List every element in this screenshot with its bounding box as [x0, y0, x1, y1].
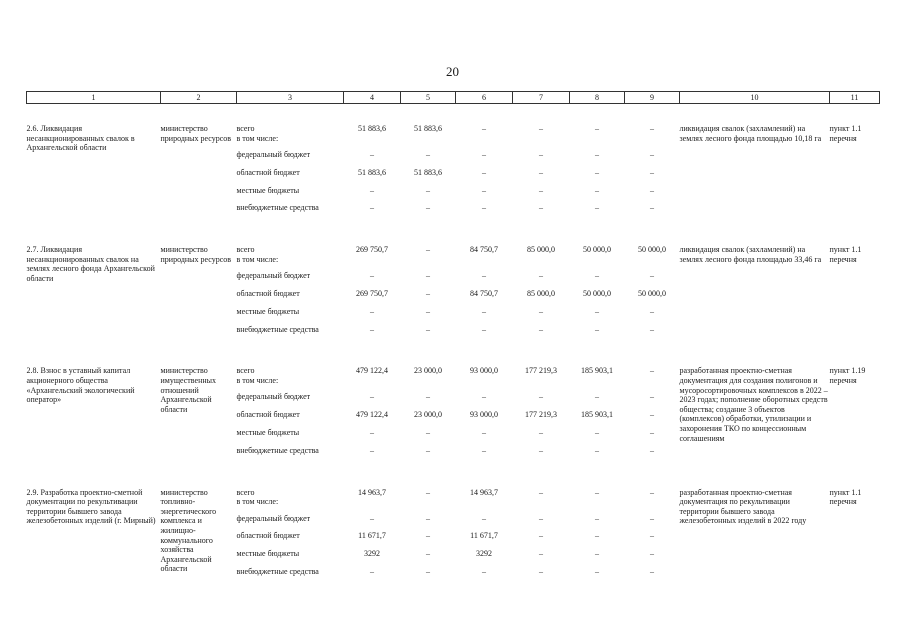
amount-regional: 11 671,7 [470, 531, 498, 541]
page-number: 20 [446, 64, 459, 79]
amount-total: 23 000,0 [414, 366, 442, 376]
column-number-row [27, 92, 880, 104]
amount-total: 93 000,0 [470, 366, 498, 376]
amount-extrabudget: – [426, 324, 430, 334]
amount-federal: – [539, 513, 543, 523]
amount-column [456, 245, 513, 342]
label-including: в том числе: [236, 133, 279, 143]
funding-sources [237, 488, 344, 585]
amount-regional: 85 000,0 [527, 288, 555, 298]
list-reference: пункт 1.1 перечня [829, 245, 862, 264]
program-table [26, 91, 880, 585]
label-including: в том числе: [236, 497, 279, 507]
amount-column [570, 245, 625, 342]
amount-regional: – [482, 167, 486, 177]
amount-local: – [595, 549, 599, 559]
amount-extrabudget: – [482, 445, 486, 455]
amount-regional: 50 000,0 [638, 288, 666, 298]
funding-label-local: местные бюджеты [236, 185, 300, 195]
amount-extrabudget: – [539, 566, 543, 576]
amount-local: 3292 [476, 549, 492, 559]
amount-local: – [595, 306, 599, 316]
amount-total: 51 883,6 [358, 124, 386, 133]
amount-column [625, 245, 680, 342]
amount-regional: 269 750,7 [356, 288, 388, 298]
col-header: 7 [513, 92, 570, 104]
amount-extrabudget: – [595, 203, 599, 213]
amount-local: – [539, 427, 543, 437]
funding-label-regional: областной бюджет [236, 531, 300, 541]
amount-total: – [539, 124, 543, 133]
amount-regional: – [650, 531, 654, 541]
amount-column [570, 488, 625, 585]
amount-column [570, 366, 625, 463]
amount-local: – [482, 427, 486, 437]
amount-federal: – [370, 513, 374, 523]
amount-column [456, 124, 513, 221]
label-total: всего [236, 124, 255, 133]
amount-total: 50 000,0 [638, 245, 666, 255]
program-row [27, 366, 880, 463]
amount-regional: 93 000,0 [470, 410, 498, 420]
activity-name: 2.6. Ликвидация несанкционированных свалок в Архангельской области [26, 124, 135, 153]
amount-column [401, 366, 456, 463]
amount-extrabudget: – [482, 203, 486, 213]
amount-regional: 50 000,0 [583, 288, 611, 298]
amount-local: – [482, 185, 486, 195]
amount-extrabudget: – [650, 445, 654, 455]
amount-extrabudget: – [370, 324, 374, 334]
funding-label-local: местные бюджеты [236, 306, 300, 316]
label-total: всего [236, 366, 255, 376]
amount-regional: 51 883,6 [414, 167, 442, 177]
expected-result: ликвидация свалок (захламлений) на землях лесного фонда площадью 33,46 га [679, 245, 822, 264]
amount-regional: 185 903,1 [581, 410, 613, 420]
row-spacer [27, 464, 880, 488]
activity-name: 2.7. Ликвидация несанкционированных свалок на землях лесного фонда Архангельской области [26, 245, 155, 283]
amount-extrabudget: – [426, 445, 430, 455]
amount-federal: – [370, 271, 374, 281]
amount-local: 3292 [364, 549, 380, 559]
amount-extrabudget: – [539, 203, 543, 213]
col-header: 3 [237, 92, 344, 104]
amount-regional: 479 122,4 [356, 410, 388, 420]
col-header: 11 [830, 92, 880, 104]
col-header: 1 [27, 92, 161, 104]
amount-local: – [595, 427, 599, 437]
row-spacer [27, 221, 880, 245]
amount-total: – [650, 487, 654, 497]
col-header: 2 [161, 92, 237, 104]
expected-result: ликвидация свалок (захламлений) на землях лесного фонда площадью 10,18 га [679, 124, 822, 143]
amount-column [401, 488, 456, 585]
amount-extrabudget: – [370, 203, 374, 213]
amount-federal: – [482, 392, 486, 402]
amount-regional: – [539, 167, 543, 177]
amount-extrabudget: – [595, 324, 599, 334]
amount-column [344, 488, 401, 585]
amount-local: – [650, 549, 654, 559]
amount-total: 51 883,6 [414, 124, 442, 133]
funding-label-federal: федеральный бюджет [236, 392, 311, 402]
label-total: всего [236, 245, 255, 255]
amount-total: 269 750,7 [356, 245, 388, 255]
amount-extrabudget: – [426, 203, 430, 213]
activity-name: 2.9. Разработка проектно-сметной документации по рекультивации территории бывшего завода железобетонных изделий (г. Мирный) [26, 487, 156, 526]
amount-federal: – [426, 392, 430, 402]
funding-total-label [237, 124, 344, 150]
amount-extrabudget: – [370, 445, 374, 455]
col-header: 8 [570, 92, 625, 104]
program-row [27, 124, 880, 221]
amount-federal: – [650, 392, 654, 402]
amount-column [344, 124, 401, 221]
amount-total: 177 219,3 [525, 366, 557, 376]
amount-federal: – [539, 392, 543, 402]
amount-local: – [482, 306, 486, 316]
responsible-executor: министерство топливно-энергетического комплекса и жилищно-коммунального хозяйства Архангельской области [160, 487, 217, 574]
amount-total: – [650, 366, 654, 376]
funding-label-regional: областной бюджет [236, 410, 300, 420]
amount-column [344, 245, 401, 342]
program-row [27, 488, 880, 585]
amount-total: 84 750,7 [470, 245, 498, 255]
amount-local: – [539, 306, 543, 316]
amount-federal: – [426, 513, 430, 523]
list-reference: пункт 1.19 перечня [829, 366, 866, 385]
funding-label-extrabudget: внебюджетные средства [236, 324, 319, 334]
amount-regional: – [595, 531, 599, 541]
funding-total-label [237, 488, 344, 514]
responsible-executor: министерство природных ресурсов [160, 124, 232, 143]
program-row [27, 245, 880, 342]
funding-label-local: местные бюджеты [236, 549, 300, 559]
col-header: 4 [344, 92, 401, 104]
amount-total: – [426, 245, 430, 255]
amount-extrabudget: – [650, 203, 654, 213]
funding-sources [237, 245, 344, 342]
amount-column [625, 124, 680, 221]
row-spacer [27, 342, 880, 366]
amount-extrabudget: – [595, 566, 599, 576]
amount-local: – [539, 549, 543, 559]
amount-federal: – [650, 150, 654, 159]
amount-regional: 51 883,6 [358, 167, 386, 177]
amount-local: – [370, 306, 374, 316]
amount-extrabudget: – [595, 445, 599, 455]
amount-local: – [426, 306, 430, 316]
row-spacer [27, 104, 880, 125]
label-including: в том числе: [236, 375, 279, 385]
amount-extrabudget: – [482, 566, 486, 576]
funding-label-federal: федеральный бюджет [236, 271, 311, 281]
amount-total: 185 903,1 [581, 366, 613, 376]
amount-regional: – [539, 531, 543, 541]
amount-regional: – [595, 167, 599, 177]
amount-local: – [426, 427, 430, 437]
amount-regional: – [426, 531, 430, 541]
expected-result: разработанная проектно-сметная документация по рекультивации территории бывшего завода железобетонных изделий в 2022 году [679, 487, 807, 526]
amount-total: 50 000,0 [583, 245, 611, 255]
list-reference: пункт 1.1 перечня [829, 124, 862, 143]
col-header: 10 [680, 92, 830, 104]
funding-label-regional: областной бюджет [236, 288, 300, 298]
col-header: 9 [625, 92, 680, 104]
amount-regional: – [650, 410, 654, 420]
amount-local: – [426, 549, 430, 559]
amount-local: – [370, 427, 374, 437]
amount-column [625, 488, 680, 585]
amount-total: – [426, 487, 430, 497]
amount-federal: – [426, 271, 430, 281]
funding-total-label [237, 366, 344, 392]
list-reference: пункт 1.1 перечня [829, 487, 862, 507]
amount-regional: 177 219,3 [525, 410, 557, 420]
amount-total: – [650, 124, 654, 133]
funding-sources [237, 124, 344, 221]
amount-extrabudget: – [650, 566, 654, 576]
amount-federal: – [482, 271, 486, 281]
funding-label-local: местные бюджеты [236, 427, 300, 437]
amount-extrabudget: – [539, 324, 543, 334]
amount-column [625, 366, 680, 463]
amount-federal: – [370, 150, 374, 159]
amount-column [513, 124, 570, 221]
amount-federal: – [539, 150, 543, 159]
amount-column [401, 124, 456, 221]
amount-extrabudget: – [650, 324, 654, 334]
funding-total-label [237, 245, 344, 271]
funding-label-federal: федеральный бюджет [236, 150, 311, 159]
amount-extrabudget: – [539, 445, 543, 455]
funding-label-extrabudget: внебюджетные средства [236, 203, 319, 213]
amount-column [570, 124, 625, 221]
amount-federal: – [482, 513, 486, 523]
amount-column [513, 488, 570, 585]
amount-local: – [426, 185, 430, 195]
amount-total: – [595, 124, 599, 133]
amount-federal: – [595, 392, 599, 402]
amount-total: 479 122,4 [356, 366, 388, 376]
amount-federal: – [370, 392, 374, 402]
amount-federal: – [595, 271, 599, 281]
amount-total: – [539, 487, 543, 497]
amount-local: – [650, 306, 654, 316]
amount-extrabudget: – [370, 566, 374, 576]
amount-local: – [539, 185, 543, 195]
amount-extrabudget: – [426, 566, 430, 576]
amount-total: 85 000,0 [527, 245, 555, 255]
amount-total: – [482, 124, 486, 133]
col-header: 6 [456, 92, 513, 104]
funding-sources [237, 366, 344, 463]
label-total: всего [236, 487, 255, 497]
amount-total: 14 963,7 [358, 487, 386, 497]
responsible-executor: министерство имущественных отношений Архангельской области [160, 366, 217, 414]
amount-federal: – [650, 513, 654, 523]
amount-local: – [595, 185, 599, 195]
label-including: в том числе: [236, 254, 279, 264]
col-header: 5 [401, 92, 456, 104]
amount-extrabudget: – [482, 324, 486, 334]
funding-label-federal: федеральный бюджет [236, 513, 311, 523]
amount-federal: – [426, 150, 430, 159]
amount-regional: 84 750,7 [470, 288, 498, 298]
amount-total: – [595, 487, 599, 497]
amount-regional: 11 671,7 [358, 531, 386, 541]
amount-column [513, 245, 570, 342]
activity-name: 2.8. Взнос в уставный капитал акционерного общества «Архангельский экологический оператор» [26, 366, 135, 405]
amount-federal: – [650, 271, 654, 281]
amount-local: – [370, 185, 374, 195]
amount-federal: – [482, 150, 486, 159]
amount-regional: – [650, 167, 654, 177]
amount-federal: – [539, 271, 543, 281]
amount-federal: – [595, 513, 599, 523]
amount-federal: – [595, 150, 599, 159]
amount-regional: 23 000,0 [414, 410, 442, 420]
amount-local: – [650, 185, 654, 195]
amount-column [456, 488, 513, 585]
responsible-executor: министерство природных ресурсов [160, 245, 232, 264]
amount-column [401, 245, 456, 342]
amount-column [456, 366, 513, 463]
amount-total: 14 963,7 [470, 487, 498, 497]
funding-label-extrabudget: внебюджетные средства [236, 445, 319, 455]
amount-regional: – [426, 288, 430, 298]
funding-label-regional: областной бюджет [236, 167, 300, 177]
amount-column [344, 366, 401, 463]
amount-column [513, 366, 570, 463]
amount-local: – [650, 427, 654, 437]
expected-result: разработанная проектно-сметная документация для создания полигонов и мусоросортировочных комплексов в 2022 – 2023 годах; пополнение оборотных средств общества; создание 3 объектов (комплексов) обработки, утилизации и захоронения ТКО по концессионным соглашениям [679, 366, 828, 443]
funding-label-extrabudget: внебюджетные средства [236, 566, 319, 576]
